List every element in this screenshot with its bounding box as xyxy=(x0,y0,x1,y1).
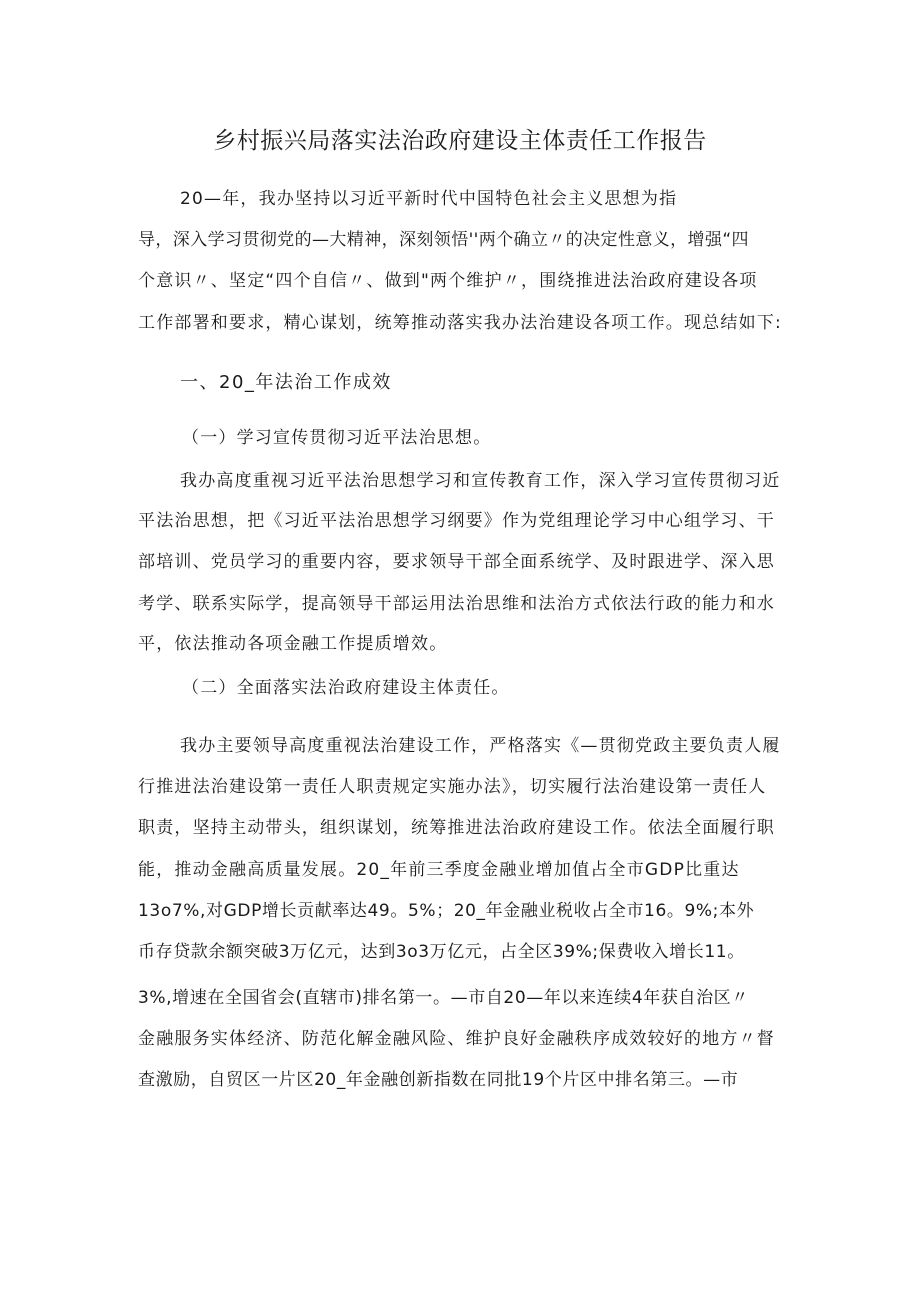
paragraph-line: 工作部署和要求，精心谋划，统筹推动落实我办法治建设各项工作。现总结如下: xyxy=(138,313,782,333)
paragraph-line: 导，深入学习贯彻党的—大精神，深刻领悟''两个确立〃的决定性意义，增强“四 xyxy=(138,230,749,250)
paragraph-line: 金融服务实体经济、防范化解金融风险、维护良好金融秩序成效较好的地方〃督 xyxy=(138,1029,775,1049)
paragraph-line: 平法治思想，把《习近平法治思想学习纲要》作为党组理论学习中心组学习、干 xyxy=(138,511,775,531)
paragraph-line: 13o7%,对GDP增长贡献率达49。5%；20_年金融业税收占全市16。9%;本外 xyxy=(138,901,755,921)
paragraph-line: 部培训、党员学习的重要内容，要求领导干部全面系统学、及时跟进学、深入思 xyxy=(138,552,775,572)
paragraph-line: 职责，坚持主动带头，组织谋划，统筹推进法治政府建设工作。依法全面履行职 xyxy=(138,818,775,838)
document-title: 乡村振兴局落实法治政府建设主体责任工作报告 xyxy=(213,128,707,154)
section-heading: 一、20_年法治工作成效 xyxy=(180,372,392,393)
paragraph-line: 平，依法推动各项金融工作提质增效。 xyxy=(138,634,448,654)
paragraph-line: 币存贷款余额突破3万亿元，达到3o3万亿元，占全区39%;保费收入增长11。 xyxy=(138,942,745,962)
subsection-heading: （二）全面落实法治政府建设主体责任。 xyxy=(182,678,510,698)
paragraph-line: 个意识〃、坚定“四个自信〃、做到"两个维护〃，围绕推进法治政府建设各项 xyxy=(138,271,758,291)
paragraph-line: 考学、联系实际学，提高领导干部运用法治思维和法治方式依法行政的能力和水 xyxy=(138,594,775,614)
paragraph-line: 我办高度重视习近平法治思想学习和宣传教育工作，深入学习宣传贯彻习近 xyxy=(180,471,781,491)
paragraph-line: 能，推动金融高质量发展。20_年前三季度金融业增加值占全市GDP比重达 xyxy=(138,860,740,880)
paragraph-line: 行推进法治建设第一责任人职责规定实施办法》，切实履行法治建设第一责任人 xyxy=(138,777,767,797)
paragraph-line: 3%,增速在全国省会(直辖市)排名第一。—市自20—年以来连续4年获自治区〃 xyxy=(138,988,749,1008)
paragraph-line: 20—年，我办坚持以习近平新时代中国特色社会主义思想为指 xyxy=(180,189,678,209)
paragraph-line: 我办主要领导高度重视法治建设工作，严格落实《—贯彻党政主要负责人履 xyxy=(180,736,781,756)
subsection-heading: （一）学习宣传贯彻习近平法治思想。 xyxy=(182,428,492,448)
paragraph-line: 查激励，自贸区一片区20_年金融创新指数在同批19个片区中排名第三。—市 xyxy=(138,1070,739,1090)
